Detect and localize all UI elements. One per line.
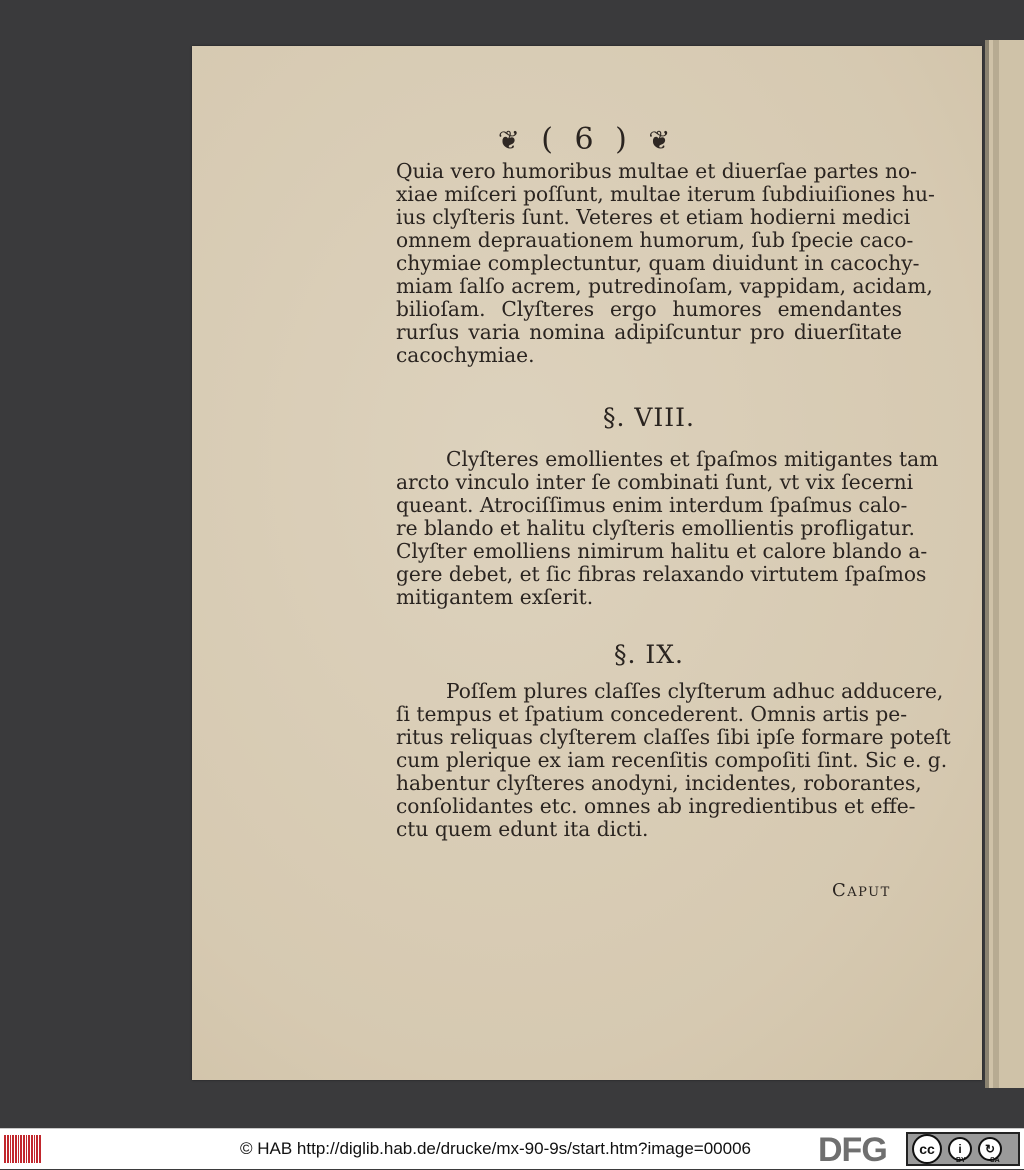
next-page-edge <box>985 40 1024 1088</box>
text-line: queant. Atrociſſimus enim interdum ſpaſmus calo- <box>396 493 908 517</box>
page-number: ( 6 ) <box>541 122 633 157</box>
attribution-icon: i <box>948 1137 972 1161</box>
cc-icon: cc <box>912 1134 942 1164</box>
catchword: Caput <box>832 880 891 901</box>
text-line: Clyſter emolliens nimirum halitu et calore blando a- <box>396 539 928 563</box>
text-line: bilioſam. Clyſteres ergo humores emendantes <box>396 297 902 321</box>
viewer-footer <box>0 1128 1024 1169</box>
paragraph-2 <box>396 447 939 609</box>
license-sa-label: SA <box>990 1157 1000 1164</box>
text-line: habentur clyſteres anodyni, incidentes, roborantes, <box>396 771 922 795</box>
text-line: arcto vinculo inter ſe combinati ſunt, vt vix ſecerni <box>396 470 914 494</box>
license-by-label: BY <box>956 1157 966 1164</box>
text-line: xiae miſceri poſſunt, multae iterum ſubdiuiſiones hu- <box>396 182 935 206</box>
paragraph-1 <box>396 159 935 367</box>
text-line: ſi tempus et ſpatium concederent. Omnis artis pe- <box>396 702 908 726</box>
barcode-icon <box>4 1135 48 1163</box>
text-line: ritus reliquas clyſterem claſſes ſibi ipſe formare poteſt <box>396 725 951 749</box>
text-line: chymiae complectuntur, quam diuidunt in cacochy- <box>396 251 920 275</box>
text-line: ctu quem edunt ita dicti. <box>396 817 649 841</box>
paragraph-3 <box>396 679 951 841</box>
text-line: miam ſalſo acrem, putredinoſam, vappidam, acidam, <box>396 274 933 298</box>
text-line: Poſſem plures claſſes clyſterum adhuc adducere, <box>446 679 944 703</box>
cc-license-badge[interactable] <box>906 1132 1020 1166</box>
text-line: re blando et halitu clyſteris emollientis profligatur. <box>396 516 915 540</box>
page-header <box>192 122 982 157</box>
text-line: rurſus varia nomina adipiſcuntur pro diuerſitate <box>396 320 902 344</box>
text-line: Quia vero humoribus multae et diuerſae partes no- <box>396 159 918 183</box>
text-line: cacochymiae. <box>396 343 535 367</box>
text-line: ius clyſteris ſunt. Veteres et etiam hodierni medici <box>396 205 911 229</box>
section-heading-9: §. IX. <box>613 640 684 669</box>
fleuron-right-icon: ❦ <box>648 126 677 156</box>
share-alike-icon: ↻ <box>978 1137 1002 1161</box>
book-page <box>192 46 982 1080</box>
text-line: conſolidantes etc. omnes ab ingredientibus et effe- <box>396 794 916 818</box>
text-line: omnem deprauationem humorum, ſub ſpecie caco- <box>396 228 914 252</box>
text-line: Clyſteres emollientes et ſpaſmos mitigantes tam <box>446 447 939 471</box>
text-line: mitigantem exſerit. <box>396 585 594 609</box>
copyright-link[interactable]: © HAB http://diglib.hab.de/drucke/mx-90-9s/start.htm?image=00006 <box>240 1139 751 1158</box>
section-heading-8: §. VIII. <box>602 403 696 432</box>
fleuron-left-icon: ❦ <box>497 126 526 156</box>
dfg-logo: DFG <box>818 1131 887 1169</box>
text-line: cum plerique ex iam recenſitis compoſiti ſint. Sic e. g. <box>396 748 948 772</box>
text-line: gere debet, et ſic fibras relaxando virtutem ſpaſmos <box>396 562 927 586</box>
